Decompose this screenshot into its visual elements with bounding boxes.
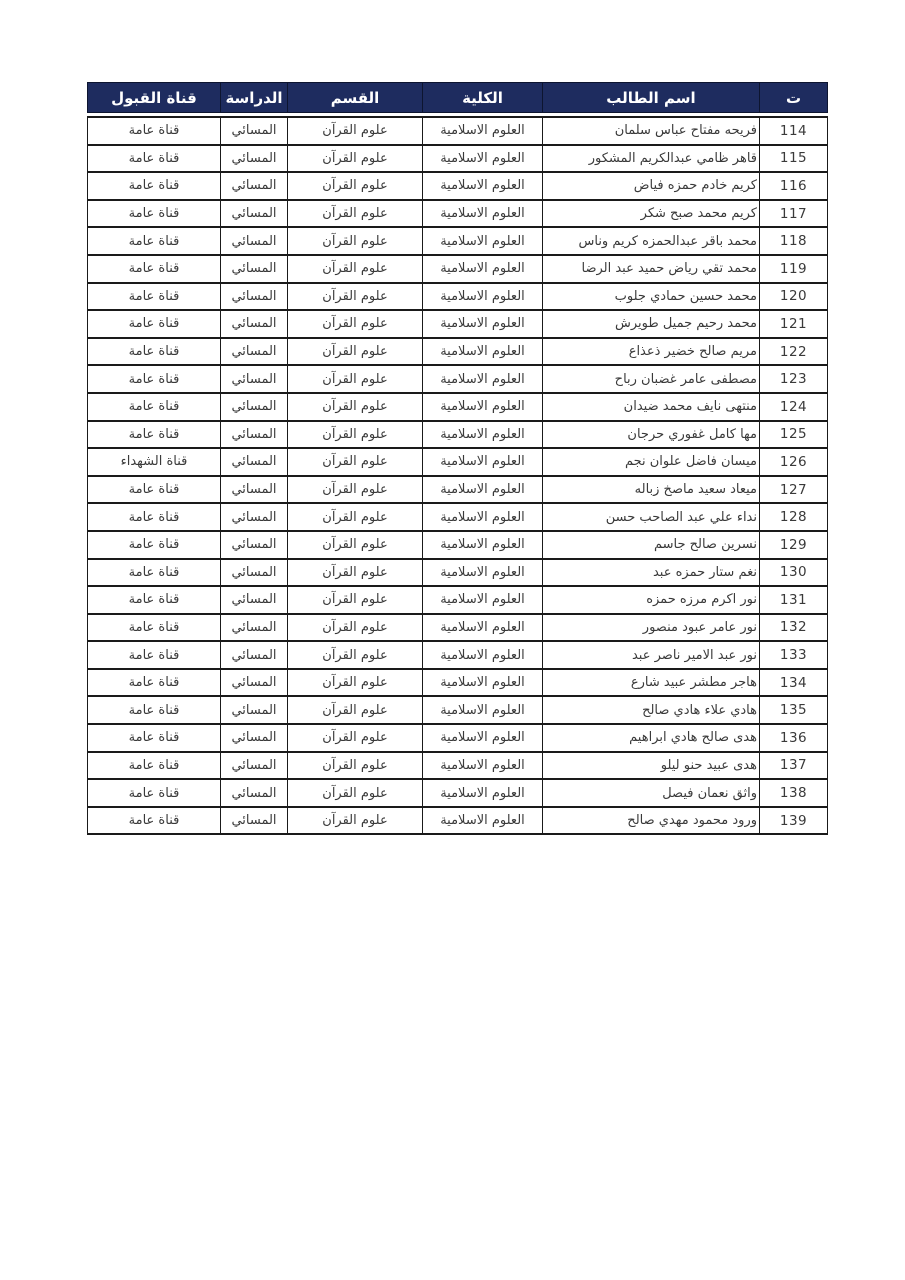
- cell-admission-channel: قناة عامة: [88, 145, 221, 173]
- cell-study-type: المسائي: [221, 641, 288, 669]
- cell-student-name: كريم خادم حمزه فياض: [543, 172, 760, 200]
- table-row: [88, 586, 828, 614]
- cell-admission-channel: قناة عامة: [88, 310, 221, 338]
- cell-college: العلوم الاسلامية: [423, 807, 543, 835]
- cell-department: علوم القرآن: [288, 807, 423, 835]
- table-row: [88, 448, 828, 476]
- cell-college: العلوم الاسلامية: [423, 227, 543, 255]
- cell-college: العلوم الاسلامية: [423, 393, 543, 421]
- header-department: القسم: [288, 83, 423, 113]
- cell-department: علوم القرآن: [288, 779, 423, 807]
- cell-number: 120: [760, 283, 828, 311]
- cell-admission-channel: قناة عامة: [88, 724, 221, 752]
- cell-study-type: المسائي: [221, 255, 288, 283]
- cell-department: علوم القرآن: [288, 310, 423, 338]
- cell-department: علوم القرآن: [288, 117, 423, 145]
- table-row: [88, 421, 828, 449]
- cell-number: 136: [760, 724, 828, 752]
- cell-admission-channel: قناة عامة: [88, 641, 221, 669]
- table-row: [88, 696, 828, 724]
- cell-study-type: المسائي: [221, 531, 288, 559]
- cell-study-type: المسائي: [221, 393, 288, 421]
- table-row: [88, 172, 828, 200]
- table-row: [88, 779, 828, 807]
- cell-admission-channel: قناة عامة: [88, 503, 221, 531]
- cell-study-type: المسائي: [221, 669, 288, 697]
- cell-number: 118: [760, 227, 828, 255]
- table-row: [88, 476, 828, 504]
- table-row: [88, 531, 828, 559]
- cell-study-type: المسائي: [221, 724, 288, 752]
- cell-study-type: المسائي: [221, 752, 288, 780]
- cell-department: علوم القرآن: [288, 752, 423, 780]
- table-row: [88, 117, 828, 145]
- cell-department: علوم القرآن: [288, 338, 423, 366]
- table-row: [88, 393, 828, 421]
- cell-student-name: محمد تقي رياض حميد عبد الرضا: [543, 255, 760, 283]
- cell-student-name: نور عبد الامير ناصر عبد: [543, 641, 760, 669]
- cell-student-name: فريحه مفتاح عباس سلمان: [543, 117, 760, 145]
- cell-student-name: نور عامر عبود منصور: [543, 614, 760, 642]
- cell-college: العلوم الاسلامية: [423, 586, 543, 614]
- cell-department: علوم القرآن: [288, 531, 423, 559]
- cell-study-type: المسائي: [221, 559, 288, 587]
- table-row: [88, 227, 828, 255]
- cell-number: 129: [760, 531, 828, 559]
- cell-admission-channel: قناة عامة: [88, 393, 221, 421]
- cell-college: العلوم الاسلامية: [423, 365, 543, 393]
- cell-department: علوم القرآن: [288, 641, 423, 669]
- cell-department: علوم القرآن: [288, 393, 423, 421]
- cell-number: 127: [760, 476, 828, 504]
- cell-admission-channel: قناة عامة: [88, 227, 221, 255]
- cell-admission-channel: قناة عامة: [88, 421, 221, 449]
- cell-college: العلوم الاسلامية: [423, 752, 543, 780]
- cell-number: 121: [760, 310, 828, 338]
- cell-number: 125: [760, 421, 828, 449]
- cell-admission-channel: قناة عامة: [88, 779, 221, 807]
- cell-study-type: المسائي: [221, 503, 288, 531]
- cell-department: علوم القرآن: [288, 696, 423, 724]
- cell-number: 114: [760, 117, 828, 145]
- table-row: [88, 807, 828, 835]
- cell-department: علوم القرآن: [288, 172, 423, 200]
- header-study-type: الدراسة: [221, 83, 288, 113]
- table-row: [88, 559, 828, 587]
- cell-student-name: قاهر ظامي عبدالكريم المشكور: [543, 145, 760, 173]
- table-header: [88, 83, 828, 113]
- cell-student-name: مها كامل غفوري حرجان: [543, 421, 760, 449]
- cell-number: 138: [760, 779, 828, 807]
- cell-student-name: مصطفى عامر غضبان رباح: [543, 365, 760, 393]
- cell-student-name: محمد باقر عبدالحمزه كريم وناس: [543, 227, 760, 255]
- cell-admission-channel: قناة عامة: [88, 559, 221, 587]
- cell-college: العلوم الاسلامية: [423, 696, 543, 724]
- cell-study-type: المسائي: [221, 200, 288, 228]
- cell-student-name: محمد رحيم جميل طويرش: [543, 310, 760, 338]
- cell-college: العلوم الاسلامية: [423, 476, 543, 504]
- header-no: ت: [760, 83, 828, 113]
- cell-admission-channel: قناة عامة: [88, 365, 221, 393]
- cell-admission-channel: قناة عامة: [88, 614, 221, 642]
- cell-student-name: هادي علاء هادي صالح: [543, 696, 760, 724]
- cell-number: 128: [760, 503, 828, 531]
- cell-admission-channel: قناة عامة: [88, 117, 221, 145]
- cell-number: 134: [760, 669, 828, 697]
- cell-department: علوم القرآن: [288, 586, 423, 614]
- cell-number: 119: [760, 255, 828, 283]
- cell-number: 126: [760, 448, 828, 476]
- table-row: [88, 752, 828, 780]
- cell-college: العلوم الاسلامية: [423, 531, 543, 559]
- cell-number: 116: [760, 172, 828, 200]
- cell-number: 139: [760, 807, 828, 835]
- cell-number: 123: [760, 365, 828, 393]
- cell-department: علوم القرآن: [288, 421, 423, 449]
- cell-admission-channel: قناة عامة: [88, 200, 221, 228]
- cell-admission-channel: قناة عامة: [88, 696, 221, 724]
- cell-study-type: المسائي: [221, 338, 288, 366]
- cell-number: 133: [760, 641, 828, 669]
- cell-student-name: ميسان فاضل علوان نجم: [543, 448, 760, 476]
- cell-admission-channel: قناة عامة: [88, 476, 221, 504]
- table-row: [88, 724, 828, 752]
- cell-department: علوم القرآن: [288, 476, 423, 504]
- cell-college: العلوم الاسلامية: [423, 145, 543, 173]
- cell-number: 130: [760, 559, 828, 587]
- cell-department: علوم القرآن: [288, 724, 423, 752]
- cell-study-type: المسائي: [221, 421, 288, 449]
- cell-college: العلوم الاسلامية: [423, 503, 543, 531]
- cell-student-name: نغم ستار حمزه عبد: [543, 559, 760, 587]
- header-college: الكلية: [423, 83, 543, 113]
- cell-study-type: المسائي: [221, 227, 288, 255]
- cell-college: العلوم الاسلامية: [423, 283, 543, 311]
- table-row: [88, 338, 828, 366]
- cell-number: 122: [760, 338, 828, 366]
- cell-department: علوم القرآن: [288, 559, 423, 587]
- cell-college: العلوم الاسلامية: [423, 614, 543, 642]
- cell-student-name: هاجر مطشر عبيد شارع: [543, 669, 760, 697]
- cell-admission-channel: قناة عامة: [88, 752, 221, 780]
- cell-college: العلوم الاسلامية: [423, 421, 543, 449]
- cell-department: علوم القرآن: [288, 200, 423, 228]
- table-row: [88, 669, 828, 697]
- header-admission-channel: قناة القبول: [88, 83, 221, 113]
- cell-study-type: المسائي: [221, 283, 288, 311]
- cell-student-name: نسرين صالح جاسم: [543, 531, 760, 559]
- cell-student-name: محمد حسين حمادي جلوب: [543, 283, 760, 311]
- cell-admission-channel: قناة عامة: [88, 586, 221, 614]
- cell-admission-channel: قناة عامة: [88, 283, 221, 311]
- table-row: [88, 200, 828, 228]
- cell-number: 137: [760, 752, 828, 780]
- cell-admission-channel: قناة الشهداء: [88, 448, 221, 476]
- cell-study-type: المسائي: [221, 696, 288, 724]
- cell-number: 115: [760, 145, 828, 173]
- cell-study-type: المسائي: [221, 310, 288, 338]
- cell-admission-channel: قناة عامة: [88, 255, 221, 283]
- cell-college: العلوم الاسلامية: [423, 669, 543, 697]
- cell-department: علوم القرآن: [288, 503, 423, 531]
- cell-number: 124: [760, 393, 828, 421]
- cell-college: العلوم الاسلامية: [423, 200, 543, 228]
- cell-number: 132: [760, 614, 828, 642]
- table-body: [88, 113, 828, 835]
- cell-student-name: هدى صالح هادي ابراهيم: [543, 724, 760, 752]
- students-table-container: [87, 82, 828, 835]
- cell-admission-channel: قناة عامة: [88, 807, 221, 835]
- cell-study-type: المسائي: [221, 172, 288, 200]
- table-row: [88, 365, 828, 393]
- cell-study-type: المسائي: [221, 117, 288, 145]
- cell-number: 117: [760, 200, 828, 228]
- cell-college: العلوم الاسلامية: [423, 310, 543, 338]
- cell-study-type: المسائي: [221, 614, 288, 642]
- cell-college: العلوم الاسلامية: [423, 448, 543, 476]
- cell-student-name: هدى عبيد حنو ليلو: [543, 752, 760, 780]
- cell-department: علوم القرآن: [288, 614, 423, 642]
- table-row: [88, 283, 828, 311]
- cell-study-type: المسائي: [221, 779, 288, 807]
- cell-student-name: واثق نعمان فيصل: [543, 779, 760, 807]
- table-row: [88, 614, 828, 642]
- cell-college: العلوم الاسلامية: [423, 641, 543, 669]
- cell-department: علوم القرآن: [288, 448, 423, 476]
- cell-student-name: كريم محمد صبح شكر: [543, 200, 760, 228]
- cell-admission-channel: قناة عامة: [88, 338, 221, 366]
- cell-study-type: المسائي: [221, 807, 288, 835]
- cell-college: العلوم الاسلامية: [423, 117, 543, 145]
- cell-student-name: مريم صالح خضير ذعذاع: [543, 338, 760, 366]
- cell-number: 131: [760, 586, 828, 614]
- cell-student-name: نداء علي عبد الصاحب حسن: [543, 503, 760, 531]
- table-row: [88, 503, 828, 531]
- cell-college: العلوم الاسلامية: [423, 779, 543, 807]
- cell-admission-channel: قناة عامة: [88, 172, 221, 200]
- cell-admission-channel: قناة عامة: [88, 531, 221, 559]
- cell-college: العلوم الاسلامية: [423, 724, 543, 752]
- cell-student-name: نور اكرم مرزه حمزه: [543, 586, 760, 614]
- header-student-name: اسم الطالب: [543, 83, 760, 113]
- cell-department: علوم القرآن: [288, 227, 423, 255]
- cell-college: العلوم الاسلامية: [423, 172, 543, 200]
- table-row: [88, 145, 828, 173]
- cell-study-type: المسائي: [221, 448, 288, 476]
- cell-study-type: المسائي: [221, 365, 288, 393]
- cell-study-type: المسائي: [221, 586, 288, 614]
- cell-college: العلوم الاسلامية: [423, 338, 543, 366]
- cell-study-type: المسائي: [221, 476, 288, 504]
- cell-number: 135: [760, 696, 828, 724]
- cell-department: علوم القرآن: [288, 283, 423, 311]
- cell-admission-channel: قناة عامة: [88, 669, 221, 697]
- cell-department: علوم القرآن: [288, 145, 423, 173]
- cell-study-type: المسائي: [221, 145, 288, 173]
- table-row: [88, 255, 828, 283]
- cell-student-name: ميعاد سعيد ماصخ زباله: [543, 476, 760, 504]
- cell-student-name: ورود محمود مهدي صالح: [543, 807, 760, 835]
- cell-department: علوم القرآن: [288, 255, 423, 283]
- cell-department: علوم القرآن: [288, 365, 423, 393]
- cell-college: العلوم الاسلامية: [423, 559, 543, 587]
- cell-student-name: منتهى نايف محمد ضيدان: [543, 393, 760, 421]
- cell-department: علوم القرآن: [288, 669, 423, 697]
- table-row: [88, 310, 828, 338]
- students-table: [87, 82, 828, 835]
- cell-college: العلوم الاسلامية: [423, 255, 543, 283]
- table-row: [88, 641, 828, 669]
